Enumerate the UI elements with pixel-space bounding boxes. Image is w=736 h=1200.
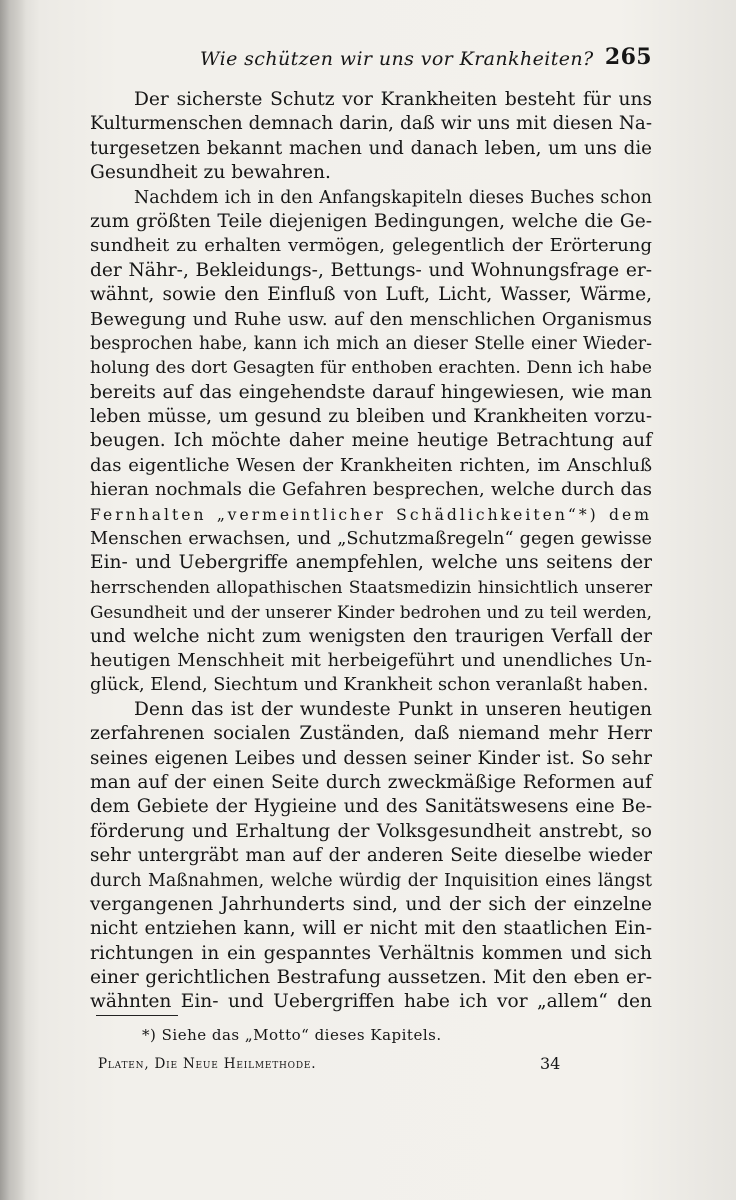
text-line: Nachdem ich in den Anfangskapiteln dieses Buches schon bbox=[134, 187, 652, 208]
text-line: Menschen erwachsen, und „Schutzmaßregeln“ gegen gewisse bbox=[90, 529, 652, 550]
text-line: heutigen Menschheit mit herbeigeführt und unendliches Un- bbox=[90, 649, 652, 671]
text-line: Gesundheit und der unserer Kinder bedrohen und zu teil werden, bbox=[90, 602, 652, 623]
text-line: der Nähr-, Bekleidungs-, Bettungs- und Wohnungsfrage er- bbox=[90, 259, 652, 281]
text-line: Bewegung und Ruhe usw. auf den menschlichen Organismus bbox=[90, 308, 652, 330]
text-line: einer gerichtlichen Bestrafung aussetzen. Mit den eben er- bbox=[90, 967, 652, 989]
text-line: besprochen habe, kann ich mich an dieser Stelle einer Wieder- bbox=[90, 333, 652, 354]
text-line: zum größten Teile diejenigen Bedingungen, welche die Ge- bbox=[90, 210, 652, 232]
text-line: herrschenden allopathischen Staatsmedizin hinsichtlich unserer bbox=[90, 577, 652, 598]
page-number: 265 bbox=[604, 44, 652, 70]
running-head-title: Wie schützen wir uns vor Krankheiten? bbox=[200, 48, 594, 70]
text-line: Denn das ist der wundeste Punkt in unseren heutigen bbox=[134, 698, 652, 720]
text-line: seines eigenen Leibes und dessen seiner Kinder ist. So sehr bbox=[90, 747, 652, 769]
text-line: sundheit zu erhalten vermögen, gelegentlich der Erörterung bbox=[90, 235, 652, 257]
text-line: wähnten Ein- und Uebergriffen habe ich vor „allem“ den bbox=[90, 991, 652, 1013]
text-line: Kulturmenschen demnach darin, daß wir uns mit diesen Na- bbox=[90, 113, 652, 135]
printer-signature: Platen, Die Neue Heilmethode. bbox=[98, 1056, 317, 1072]
text-line: Ein- und Uebergriffe anempfehlen, welche uns seitens der bbox=[90, 552, 652, 574]
text-line: Der sicherste Schutz vor Krankheiten besteht für uns bbox=[134, 89, 652, 110]
text-line: hieran nochmals die Gefahren besprechen, welche durch das bbox=[90, 479, 652, 501]
page-gutter-shadow bbox=[0, 0, 26, 1200]
text-line: beugen. Ich möchte daher meine heutige Betrachtung auf bbox=[90, 430, 652, 452]
text-line: zerfahrenen socialen Zuständen, daß niemand mehr Herr bbox=[90, 723, 652, 745]
text-line: nicht entziehen kann, will er nicht mit den staatlichen Ein- bbox=[90, 918, 652, 940]
footnote: *) Siehe das „Motto“ dieses Kapitels. bbox=[142, 1026, 442, 1044]
text-line: man auf der einen Seite durch zweckmäßige Reformen auf bbox=[90, 771, 652, 793]
text-line: leben müsse, um gesund zu bleiben und Krankheiten vorzu- bbox=[90, 406, 652, 428]
text-line: holung des dort Gesagten für enthoben erachten. Denn ich habe bbox=[90, 358, 652, 379]
text-line: wähnt, sowie den Einfluß von Luft, Licht, Wasser, Wärme, bbox=[90, 284, 652, 306]
text-line: und welche nicht zum wenigsten den traurigen Verfall der bbox=[90, 625, 652, 647]
text-line: vergangenen Jahrhunderts sind, und der sich der einzelne bbox=[90, 893, 652, 915]
text-line: richtungen in ein gespanntes Verhältnis kommen und sich bbox=[90, 942, 652, 964]
body-text bbox=[90, 88, 652, 1015]
text-line: sehr untergräbt man auf der anderen Seite dieselbe wieder bbox=[90, 845, 652, 867]
text-line: glück, Elend, Siechtum und Krankheit schon veranlaßt haben. bbox=[90, 675, 649, 696]
text-line: das eigentliche Wesen der Krankheiten richten, im Anschluß bbox=[90, 454, 652, 476]
running-head bbox=[90, 44, 652, 78]
sheet-number: 34 bbox=[540, 1054, 561, 1073]
text-line: Fernhalten „vermeintlicher Schädlichkeiten“*) dem bbox=[90, 505, 652, 524]
text-line: Gesundheit zu bewahren. bbox=[90, 162, 331, 184]
text-line: dem Gebiete der Hygieine und des Sanitätswesens eine Be- bbox=[90, 796, 652, 818]
text-line: förderung und Erhaltung der Volksgesundheit anstrebt, so bbox=[90, 820, 652, 842]
text-line: durch Maßnahmen, welche würdig der Inquisition eines längst bbox=[90, 870, 652, 891]
footnote-rule bbox=[96, 1015, 178, 1016]
text-line: turgesetzen bekannt machen und danach leben, um uns die bbox=[90, 137, 652, 159]
text-line: bereits auf das eingehendste darauf hingewiesen, wie man bbox=[90, 381, 652, 403]
